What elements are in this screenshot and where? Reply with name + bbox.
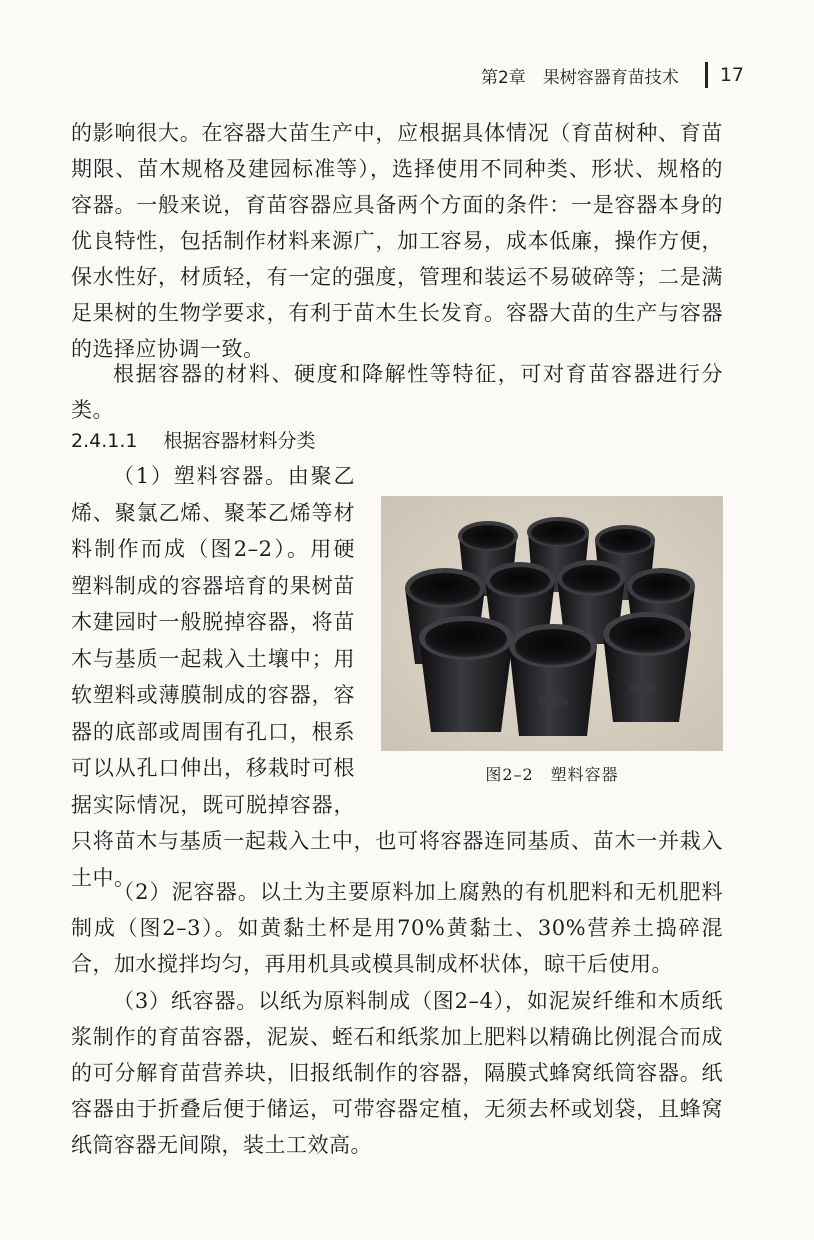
running-header	[481, 58, 744, 92]
paragraph-paper-containers: （3）纸容器。以纸为原料制成（图2–4），如泥炭纤维和木质纸浆制作的育苗容器，泥炭、蛭石和纸浆加上肥料以精确比例混合而成的可分解育苗营养块，旧报纸制作的容器，隔膜式蜂窝纸筒容器。纸容器由于折叠后便于储运，可带容器定植，无须去杯或划袋，且蜂窝纸筒容器无间隙，装土工效高。	[71, 989, 723, 1157]
paragraph-mud-containers: （2）泥容器。以土为主要原料加上腐熟的有机肥料和无机肥料制成（图2–3）。如黄黏土杯是用70%黄黏土、30%营养土捣碎混合，加水搅拌均匀，再用机具或模具制成杯状体，晾干后使用。	[71, 880, 723, 976]
paragraph-classification-intro: 根据容器的材料、硬度和降解性等特征，可对育苗容器进行分类。	[71, 362, 723, 422]
pot-front-3	[603, 612, 691, 722]
header-divider	[705, 62, 708, 88]
figure-plastic-containers	[381, 496, 723, 787]
pot-front-1	[419, 616, 513, 732]
section-title: 根据容器材料分类	[163, 430, 316, 452]
plastic-pots-photo	[381, 496, 723, 751]
pot-front-2	[509, 624, 597, 736]
paragraph-plastic-text: （1）塑料容器。由聚乙烯、聚氯乙烯、聚苯乙烯等材料制作而成（图2–2）。用硬塑料制成的容器培育的果树苗木建园时一般脱掉容器，将苗木与基质一起栽入土壤中；用软塑料或薄膜制成的容器，容器的底部或周围有孔口，根系可以从孔口伸出，移栽时可根据实际情况，既可脱掉容器，只将苗木与基质一起栽入土中，也可将容器连同基质、苗木一并栽入土中。	[71, 464, 723, 890]
figure-caption: 图2–2 塑料容器	[485, 765, 619, 784]
paragraph-plastic-containers	[71, 458, 723, 896]
page-number: 17	[719, 64, 744, 86]
paragraph-container-importance: 的影响很大。在容器大苗生产中，应根据具体情况（育苗树种、育苗期限、苗木规格及建园标准等），选择使用不同种类、形状、规格的容器。一般来说，育苗容器应具备两个方面的条件：一是容器本身的优良特性，包括制作材料来源广，加工容易，成本低廉，操作方便，保水性好，材质轻，有一定的强度，管理和装运不易破碎等；二是满足果树的生物学要求，有利于苗木生长发育。容器大苗的生产与容器的选择应协调一致。	[71, 121, 723, 361]
chapter-title: 第2章 果树容器育苗技术	[480, 67, 679, 88]
section-number: 2.4.1.1	[71, 430, 138, 452]
section-heading	[71, 423, 316, 459]
